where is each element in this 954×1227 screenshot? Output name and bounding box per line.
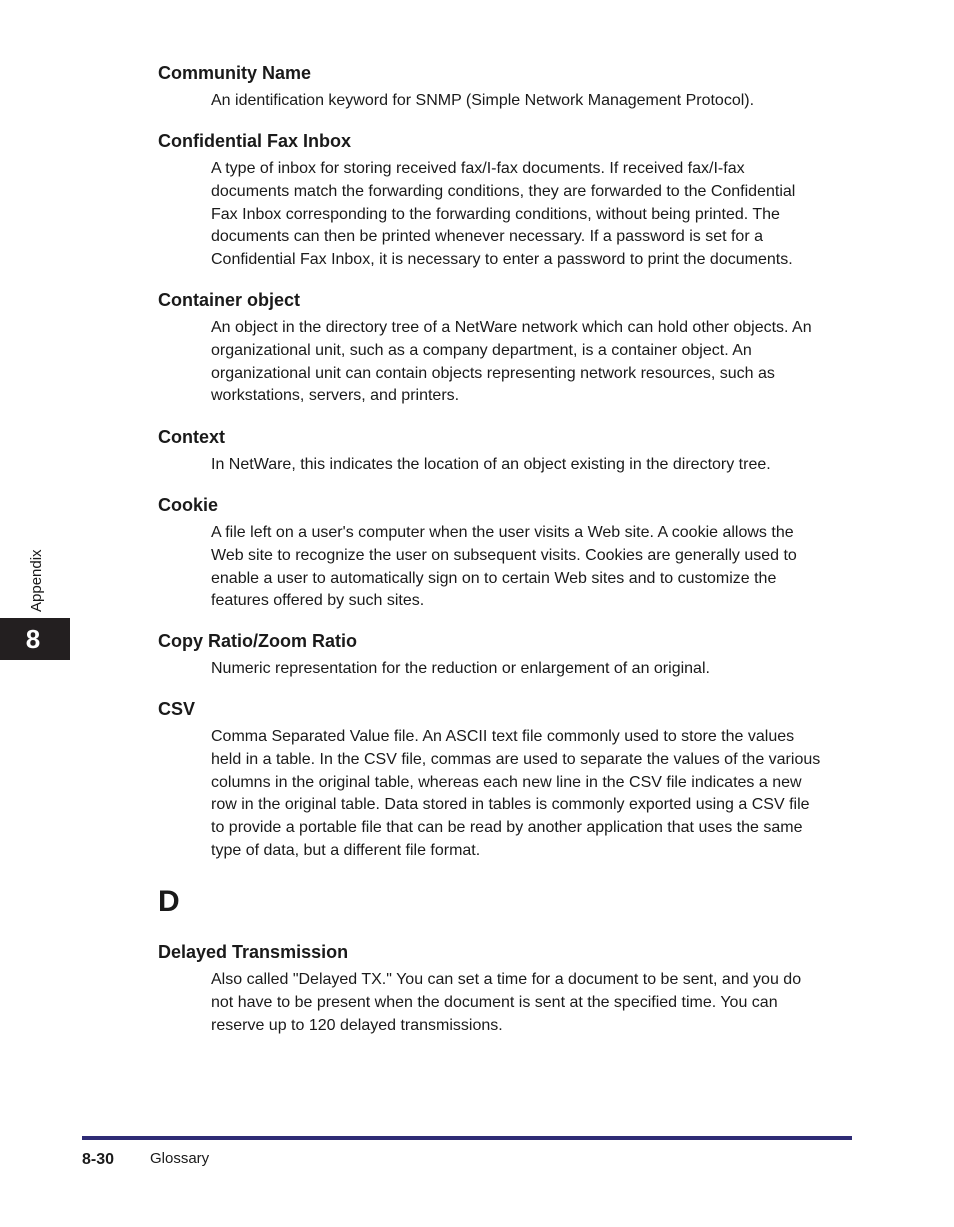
definition-line: documents match the forwarding conditions, they are forwarded to the Confidential xyxy=(211,182,796,200)
definition-line: Web site to recognize the user on subsequent visits. Cookies are generally used to xyxy=(211,546,797,564)
glossary-term-community-name: Community Name xyxy=(158,63,312,83)
definition-line: to provide a portable file that can be read by another application that uses the same xyxy=(211,819,803,837)
glossary-term-delayed-transmission: Delayed Transmission xyxy=(158,942,349,962)
definition-line: Also called "Delayed TX." You can set a time for a document to be sent, and you do xyxy=(211,971,802,988)
definition-line: An identification keyword for SNMP (Simple Network Management Protocol). xyxy=(211,92,755,109)
definition-line: features offered by such sites. xyxy=(211,592,425,610)
footer-rule xyxy=(82,1136,852,1140)
footer-section-title: Glossary xyxy=(150,1150,210,1167)
glossary-term-cookie: Cookie xyxy=(158,495,219,515)
definition-line: organizational unit, such as a company department, is a container object. An xyxy=(211,341,752,359)
definition-line: reserve up to 120 delayed transmissions. xyxy=(211,1016,503,1034)
definition-line: workstations, servers, and printers. xyxy=(211,387,460,405)
definition-line: type of data, but a different file format. xyxy=(211,841,481,859)
glossary-definition-delayed-transmission xyxy=(211,969,851,1037)
definition-line: enable a user to automatically sign on to certain Web sites and to customize the xyxy=(211,569,777,587)
definition-line: An object in the directory tree of a NetWare network which can hold other objects. An xyxy=(211,319,812,336)
glossary-definition-community-name xyxy=(211,90,851,113)
glossary-definition-container-object xyxy=(211,317,851,408)
definition-line: documents can then be printed whenever necessary. If a password is set for a xyxy=(211,228,763,246)
definition-line: Fax Inbox corresponding to the forwarding conditions, without being printed. The xyxy=(211,205,780,223)
glossary-definition-cookie xyxy=(211,522,851,613)
definition-line: held in a table. In the CSV file, commas are used to separate the values of the various xyxy=(211,750,821,768)
definition-line: Numeric representation for the reduction or enlargement of an original. xyxy=(211,660,710,677)
glossary-definition-copy-ratio-zoom-ratio xyxy=(211,658,851,681)
glossary-definition-context xyxy=(211,454,851,477)
footer-page-number: 8-30 xyxy=(82,1151,115,1168)
definition-line: A type of inbox for storing received fax/I-fax documents. If received fax/I-fax xyxy=(211,160,745,177)
definition-line: In NetWare, this indicates the location of an object existing in the directory tree. xyxy=(211,456,771,473)
definition-line: A file left on a user's computer when the user visits a Web site. A cookie allows the xyxy=(211,524,794,541)
glossary-term-confidential-fax-inbox: Confidential Fax Inbox xyxy=(158,131,352,151)
definition-line: columns in the original table, whereas each new line in the CSV file indicates a new xyxy=(211,773,802,791)
chapter-number-tab: 8 xyxy=(0,618,70,660)
glossary-definition-csv xyxy=(211,726,851,863)
definition-line: row in the original table. Data stored in tables is commonly exported using a CSV file xyxy=(211,796,810,814)
definition-line: Comma Separated Value file. An ASCII text file commonly used to store the values xyxy=(211,728,795,745)
side-section-label: Appendix xyxy=(28,549,45,612)
glossary-definition-confidential-fax-inbox xyxy=(211,158,851,272)
definition-line: Confidential Fax Inbox, it is necessary to enter a password to print the documents. xyxy=(211,251,793,269)
glossary-term-csv: CSV xyxy=(158,699,196,719)
section-letter-heading: D xyxy=(158,885,180,918)
glossary-term-context: Context xyxy=(158,427,225,447)
definition-line: not have to be present when the document is sent at the specified time. You can xyxy=(211,993,778,1011)
glossary-term-copy-ratio-zoom-ratio: Copy Ratio/Zoom Ratio xyxy=(158,631,357,651)
definition-line: organizational unit can contain objects representing network resources, such as xyxy=(211,364,775,382)
glossary-term-container-object: Container object xyxy=(158,290,301,310)
